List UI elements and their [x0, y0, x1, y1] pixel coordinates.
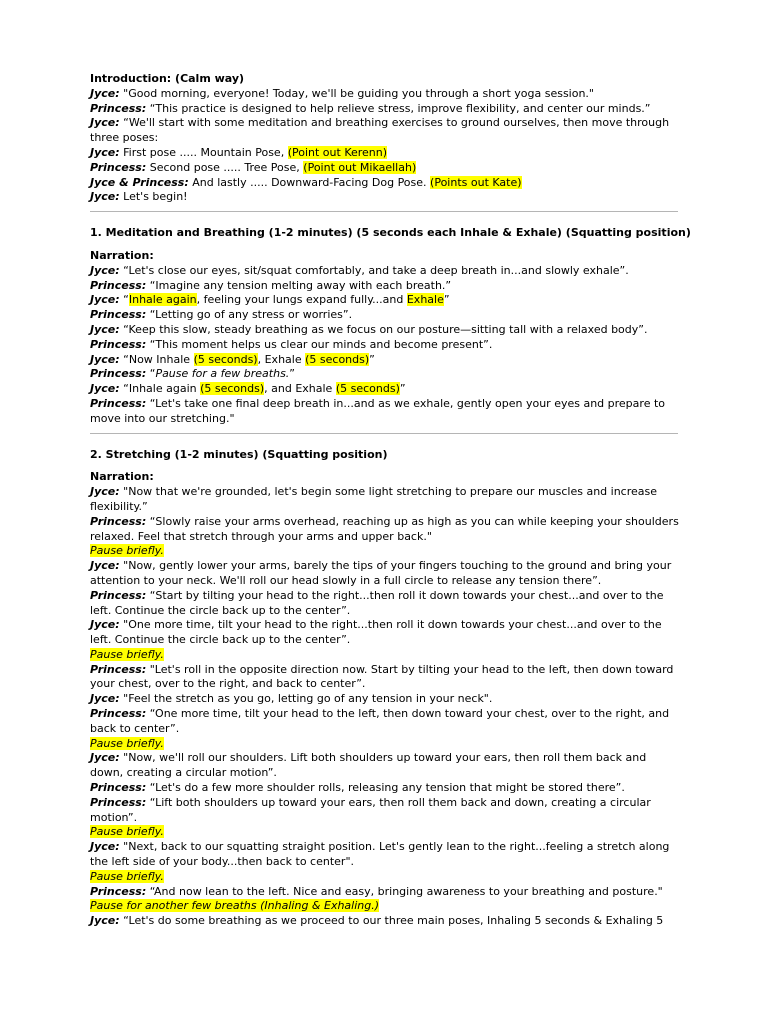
- dialogue-text: "Now that we're grounded, let's begin some light stretching to prepare our muscles and increase flexibility.”: [90, 485, 658, 513]
- speaker-label: Princess:: [90, 101, 147, 115]
- dialogue-line: Jyce: “Now Inhale (5 seconds), Exhale (5 seconds)”: [90, 352, 375, 366]
- highlight: (5 seconds): [193, 352, 258, 366]
- dialogue-line: Princess: “This moment helps us clear our minds and become present”.: [90, 337, 493, 351]
- pause-text: Pause briefly.: [90, 647, 164, 661]
- speaker-label: Jyce:: [90, 145, 120, 159]
- highlight: (Points out Kate): [430, 175, 522, 189]
- section2-narration-label: Narration:: [90, 470, 154, 484]
- dialogue-line: [90, 87, 680, 102]
- intro-heading: Introduction: (Calm way): [90, 72, 245, 85]
- dialogue-line: [90, 914, 680, 929]
- pause-note: [90, 870, 680, 885]
- dialogue-line: [90, 885, 680, 900]
- highlight: Inhale again: [128, 293, 197, 307]
- intro-dialogue: [90, 87, 680, 205]
- dialogue-line: Jyce: “Keep this slow, steady breathing as we focus on our posture—sitting tall with a relaxed body”.: [90, 322, 648, 336]
- dialogue-line: Princess: “Imagine any tension melting away with each breath.”: [90, 278, 452, 292]
- dialogue-text: “One more time, tilt your head to the left, then down toward your chest, over to the right, and back to center”.: [90, 707, 670, 735]
- highlight: (5 seconds): [305, 352, 370, 366]
- dialogue-line: Princess: “Letting go of any stress or worries”.: [90, 308, 353, 322]
- dialogue-text: Let's begin!: [119, 190, 188, 204]
- speaker-label: Princess:: [90, 588, 147, 602]
- section1-heading: 1. Meditation and Breathing (1-2 minutes) (5 seconds each Inhale & Exhale) (Squatting position): [90, 226, 691, 240]
- dialogue-text: First pose ..... Mountain Pose,: [119, 145, 288, 159]
- highlight: (5 seconds): [335, 382, 400, 396]
- dialogue-text: "Let's roll in the opposite direction now. Start by tilting your head to the left, then down toward your chest, over to the right, and back to center”.: [90, 662, 674, 691]
- dialogue-text: “Start by tilting your head to the right...then roll it down towards your chest...and over to the left. Continue the circle back up to the center”.: [90, 588, 664, 617]
- dialogue-text: "Now, gently lower your arms, barely the tips of your fingers touching to the ground and bring your attention to your neck. We'll roll our head slowly in a full circle to release any tension there”.: [90, 559, 672, 587]
- dialogue-line: [90, 146, 680, 161]
- dialogue-line: [90, 663, 680, 693]
- dialogue-text: “Slowly raise your arms overhead, reaching up as high as you can while keeping your shoulders relaxed. Feel that stretch through your arms and upper back.": [90, 514, 679, 543]
- dialogue-text: "Feel the stretch as you go, letting go of any tension in your neck".: [119, 692, 493, 706]
- dialogue-line: [90, 161, 680, 176]
- speaker-label: Princess:: [90, 781, 147, 795]
- speaker-label: Jyce:: [90, 485, 120, 499]
- pause-note: [90, 737, 680, 752]
- dialogue-text: "Good morning, everyone! Today, we'll be guiding you through a short yoga session.": [119, 86, 594, 100]
- dialogue-line: Princess: “Pause for a few breaths.”: [90, 367, 295, 381]
- dialogue-text: “This practice is designed to help relieve stress, improve flexibility, and center our minds.”: [146, 101, 651, 115]
- speaker-label: Jyce:: [90, 914, 120, 928]
- pause-text: Pause for another few breaths (Inhaling & Exhaling.): [90, 899, 380, 913]
- section1-narration-label: Narration:: [90, 248, 154, 262]
- speaker-label: Jyce:: [90, 559, 120, 573]
- pause-note: [90, 899, 680, 914]
- dialogue-text: “Let's do some breathing as we proceed to our three main poses, Inhaling 5 seconds & Exhaling 5: [119, 914, 664, 928]
- speaker-label: Jyce:: [90, 840, 120, 854]
- section2-dialogue: [90, 485, 680, 929]
- speaker-label: Jyce:: [90, 692, 120, 706]
- highlight: Exhale: [406, 293, 444, 307]
- dialogue-text: “And now lean to the left. Nice and easy, bringing awareness to your breathing and posture.": [146, 884, 663, 898]
- dialogue-line: Jyce: “Let's close our eyes, sit/squat comfortably, and take a deep breath in...and slowly exhale”.: [90, 263, 629, 277]
- dialogue-text: “Let's do a few more shoulder rolls, releasing any tension that might be stored there”.: [146, 781, 625, 795]
- dialogue-line: [90, 190, 680, 205]
- dialogue-line: [90, 707, 680, 737]
- speaker-label: Jyce:: [90, 618, 120, 632]
- dialogue-text: "Now, we'll roll our shoulders. Lift both shoulders up toward your ears, then roll them back and down, creating a circular motion”.: [90, 751, 647, 780]
- speaker-label: Princess:: [90, 662, 147, 676]
- speaker-label: Jyce:: [90, 190, 120, 204]
- dialogue-line: [90, 515, 680, 545]
- dialogue-line: [90, 559, 680, 589]
- pause-text: Pause briefly.: [90, 736, 164, 750]
- pause-text: Pause briefly.: [90, 869, 164, 883]
- dialogue-text: “Lift both shoulders up toward your ears, then roll them back and down, creating a circular motion”.: [90, 795, 651, 824]
- speaker-label: Jyce:: [90, 116, 120, 130]
- document-content: [90, 72, 691, 929]
- dialogue-text: "One more time, tilt your head to the right...then roll it down towards your chest...and over to the left. Continue the circle back up to the center”.: [90, 618, 662, 647]
- dialogue-text: Second pose ..... Tree Pose,: [146, 160, 304, 174]
- dialogue-line: [90, 781, 680, 796]
- speaker-label: Jyce & Princess:: [90, 175, 189, 189]
- dialogue-line: [90, 116, 680, 146]
- dialogue-line: [90, 102, 680, 117]
- speaker-label: Princess:: [90, 795, 147, 809]
- dialogue-line: Jyce: “Inhale again (5 seconds), and Exhale (5 seconds)”: [90, 382, 406, 396]
- speaker-label: Jyce:: [90, 751, 120, 765]
- dialogue-line: [90, 796, 680, 826]
- speaker-label: Jyce:: [90, 86, 120, 100]
- dialogue-line: [90, 485, 680, 515]
- dialogue-text: And lastly ..... Downward-Facing Dog Pose.: [188, 175, 431, 189]
- speaker-label: Princess:: [90, 514, 147, 528]
- speaker-label: Princess:: [90, 884, 147, 898]
- dialogue-line: Princess: “Let's take one final deep breath in...and as we exhale, gently open your eyes and prepare to move into our stretching.": [90, 396, 665, 425]
- pause-note: [90, 648, 680, 663]
- highlight: (Point out Mikaellah): [303, 160, 417, 174]
- dialogue-line: Jyce: “Inhale again, feeling your lungs expand fully...and Exhale”: [90, 293, 450, 307]
- dialogue-text: “We'll start with some meditation and breathing exercises to ground ourselves, then move through three poses:: [90, 116, 670, 145]
- dialogue-line: [90, 751, 680, 781]
- highlight: (5 seconds): [200, 382, 265, 396]
- pause-note: [90, 544, 680, 559]
- pause-text: Pause briefly.: [90, 825, 164, 839]
- pause-note: [90, 825, 680, 840]
- dialogue-text: "Next, back to our squatting straight position. Let's gently lean to the right...feeling a stretch along the left side of your body...then back to center".: [90, 840, 670, 869]
- speaker-label: Princess:: [90, 707, 147, 721]
- dialogue-line: [90, 692, 680, 707]
- speaker-label: Princess:: [90, 160, 147, 174]
- dialogue-line: [90, 618, 680, 648]
- dialogue-line: [90, 840, 680, 870]
- section2-heading: 2. Stretching (1-2 minutes) (Squatting position): [90, 447, 388, 461]
- highlight: (Point out Kerenn): [287, 145, 388, 159]
- dialogue-line: [90, 589, 680, 619]
- dialogue-line: [90, 176, 680, 191]
- pause-text: Pause briefly.: [90, 544, 164, 558]
